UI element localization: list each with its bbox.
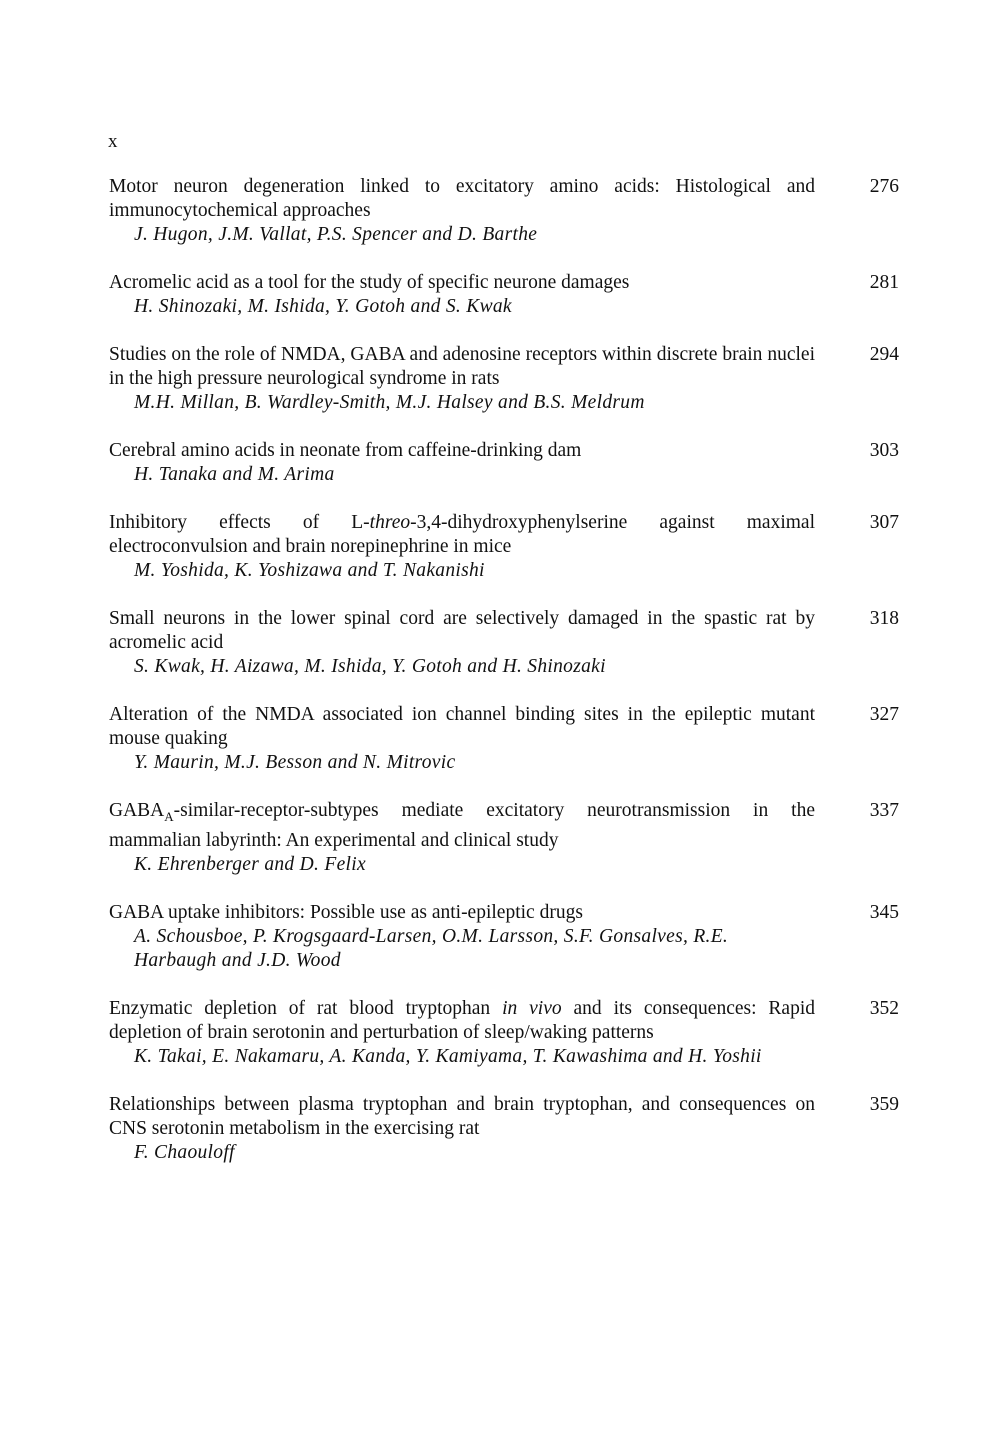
entry-title-text: GABA bbox=[109, 800, 165, 821]
entry-title-subscript: A bbox=[164, 808, 174, 824]
entry-title-italic: threo bbox=[369, 512, 411, 533]
entry-title-text: Inhibitory effects of L- bbox=[109, 512, 370, 533]
entry-title bbox=[109, 799, 815, 853]
toc-entry bbox=[109, 607, 899, 679]
toc-entry bbox=[109, 1093, 899, 1165]
toc-entry bbox=[109, 799, 899, 877]
entry-title: Acromelic acid as a tool for the study of specific neurone damages bbox=[109, 272, 630, 293]
entry-page-number: 345 bbox=[869, 901, 899, 923]
entry-authors: H. Tanaka and M. Arima bbox=[134, 464, 335, 485]
toc-entry-body bbox=[109, 271, 815, 319]
entry-authors: K. Takai, E. Nakamaru, A. Kanda, Y. Kamiyama, T. Kawashima and H. Yoshii bbox=[134, 1045, 762, 1067]
toc-entry-body bbox=[109, 175, 815, 247]
toc-entry-body bbox=[109, 901, 815, 973]
toc-entry-body bbox=[109, 511, 815, 583]
toc-entry bbox=[109, 511, 899, 583]
toc-entry-body bbox=[109, 607, 815, 679]
entry-title: GABA uptake inhibitors: Possible use as anti-epileptic drugs bbox=[109, 901, 583, 923]
entry-title: Alteration of the NMDA associated ion channel binding sites in the epileptic mutant mouse quaking bbox=[109, 704, 815, 749]
entry-authors: H. Shinozaki, M. Ishida, Y. Gotoh and S. Kwak bbox=[134, 296, 512, 317]
entry-authors: S. Kwak, H. Aizawa, M. Ishida, Y. Gotoh and H. Shinozaki bbox=[134, 656, 606, 677]
toc-entry bbox=[109, 271, 899, 319]
entry-authors: K. Ehrenberger and D. Felix bbox=[134, 853, 366, 875]
entry-page-number: 276 bbox=[869, 176, 899, 197]
entry-page-number: 307 bbox=[869, 512, 899, 533]
toc-entry bbox=[109, 997, 899, 1069]
entry-title-text: -similar-receptor-subtypes mediate excitatory neurotransmission in the mammalian labyrinth: An experimental and clinical study bbox=[109, 800, 815, 851]
entry-title: Studies on the role of NMDA, GABA and adenosine receptors within discrete brain nuclei in the high pressure neurological syndrome in rats bbox=[109, 344, 815, 389]
toc-entry bbox=[109, 439, 899, 487]
entry-title bbox=[109, 997, 815, 1045]
entry-page-number: 359 bbox=[869, 1093, 899, 1115]
toc-entry bbox=[109, 343, 899, 415]
entry-title-text: -3,4-dihydroxyphenylserine against maximal electroconvulsion and brain norepinephrine in mice bbox=[109, 512, 815, 557]
entry-authors: Y. Maurin, M.J. Besson and N. Mitrovic bbox=[134, 752, 456, 773]
entry-title-text: and its consequences: Rapid depletion of brain serotonin and perturbation of sleep/waking patterns bbox=[109, 997, 815, 1043]
entry-authors: M.H. Millan, B. Wardley-Smith, M.J. Halsey and B.S. Meldrum bbox=[134, 392, 645, 413]
toc-entry-body bbox=[109, 799, 815, 877]
toc-entry bbox=[109, 175, 899, 247]
toc-entry-body bbox=[109, 343, 815, 415]
entry-page-number: 281 bbox=[869, 272, 899, 293]
entry-page-number: 294 bbox=[869, 344, 899, 365]
entry-page-number: 337 bbox=[869, 800, 899, 821]
page-number: x bbox=[108, 131, 118, 152]
entry-title: Motor neuron degeneration linked to excitatory amino acids: Histological and immunocytochemical approaches bbox=[109, 176, 815, 221]
entry-title bbox=[109, 511, 815, 559]
entry-title: Cerebral amino acids in neonate from caffeine-drinking dam bbox=[109, 440, 582, 461]
entry-authors: M. Yoshida, K. Yoshizawa and T. Nakanishi bbox=[134, 560, 485, 581]
entry-title: Relationships between plasma tryptophan and brain tryptophan, and consequences on CNS serotonin metabolism in the exercising rat bbox=[109, 1093, 815, 1139]
toc-entry-body bbox=[109, 439, 815, 487]
entry-page-number: 352 bbox=[869, 997, 899, 1019]
toc-entry bbox=[109, 901, 899, 973]
entry-title-italic: in vivo bbox=[502, 997, 562, 1019]
entry-title-text: Enzymatic depletion of rat blood tryptophan bbox=[109, 997, 503, 1019]
entry-authors: F. Chaouloff bbox=[134, 1141, 235, 1163]
entry-page-number: 303 bbox=[869, 440, 899, 461]
entry-page-number: 318 bbox=[869, 608, 899, 629]
entry-authors: J. Hugon, J.M. Vallat, P.S. Spencer and D. Barthe bbox=[134, 224, 538, 245]
entry-authors: A. Schousboe, P. Krogsgaard-Larsen, O.M. Larsson, S.F. Gonsalves, R.E. Harbaugh and J.D. Wood bbox=[134, 925, 729, 971]
toc-entry-body bbox=[109, 1093, 815, 1165]
toc-entry-body bbox=[109, 703, 815, 775]
table-of-contents bbox=[109, 175, 899, 1165]
toc-entry bbox=[109, 703, 899, 775]
entry-title: Small neurons in the lower spinal cord are selectively damaged in the spastic rat by acromelic acid bbox=[109, 608, 815, 653]
toc-entry-body bbox=[109, 997, 815, 1069]
entry-page-number: 327 bbox=[869, 704, 899, 725]
